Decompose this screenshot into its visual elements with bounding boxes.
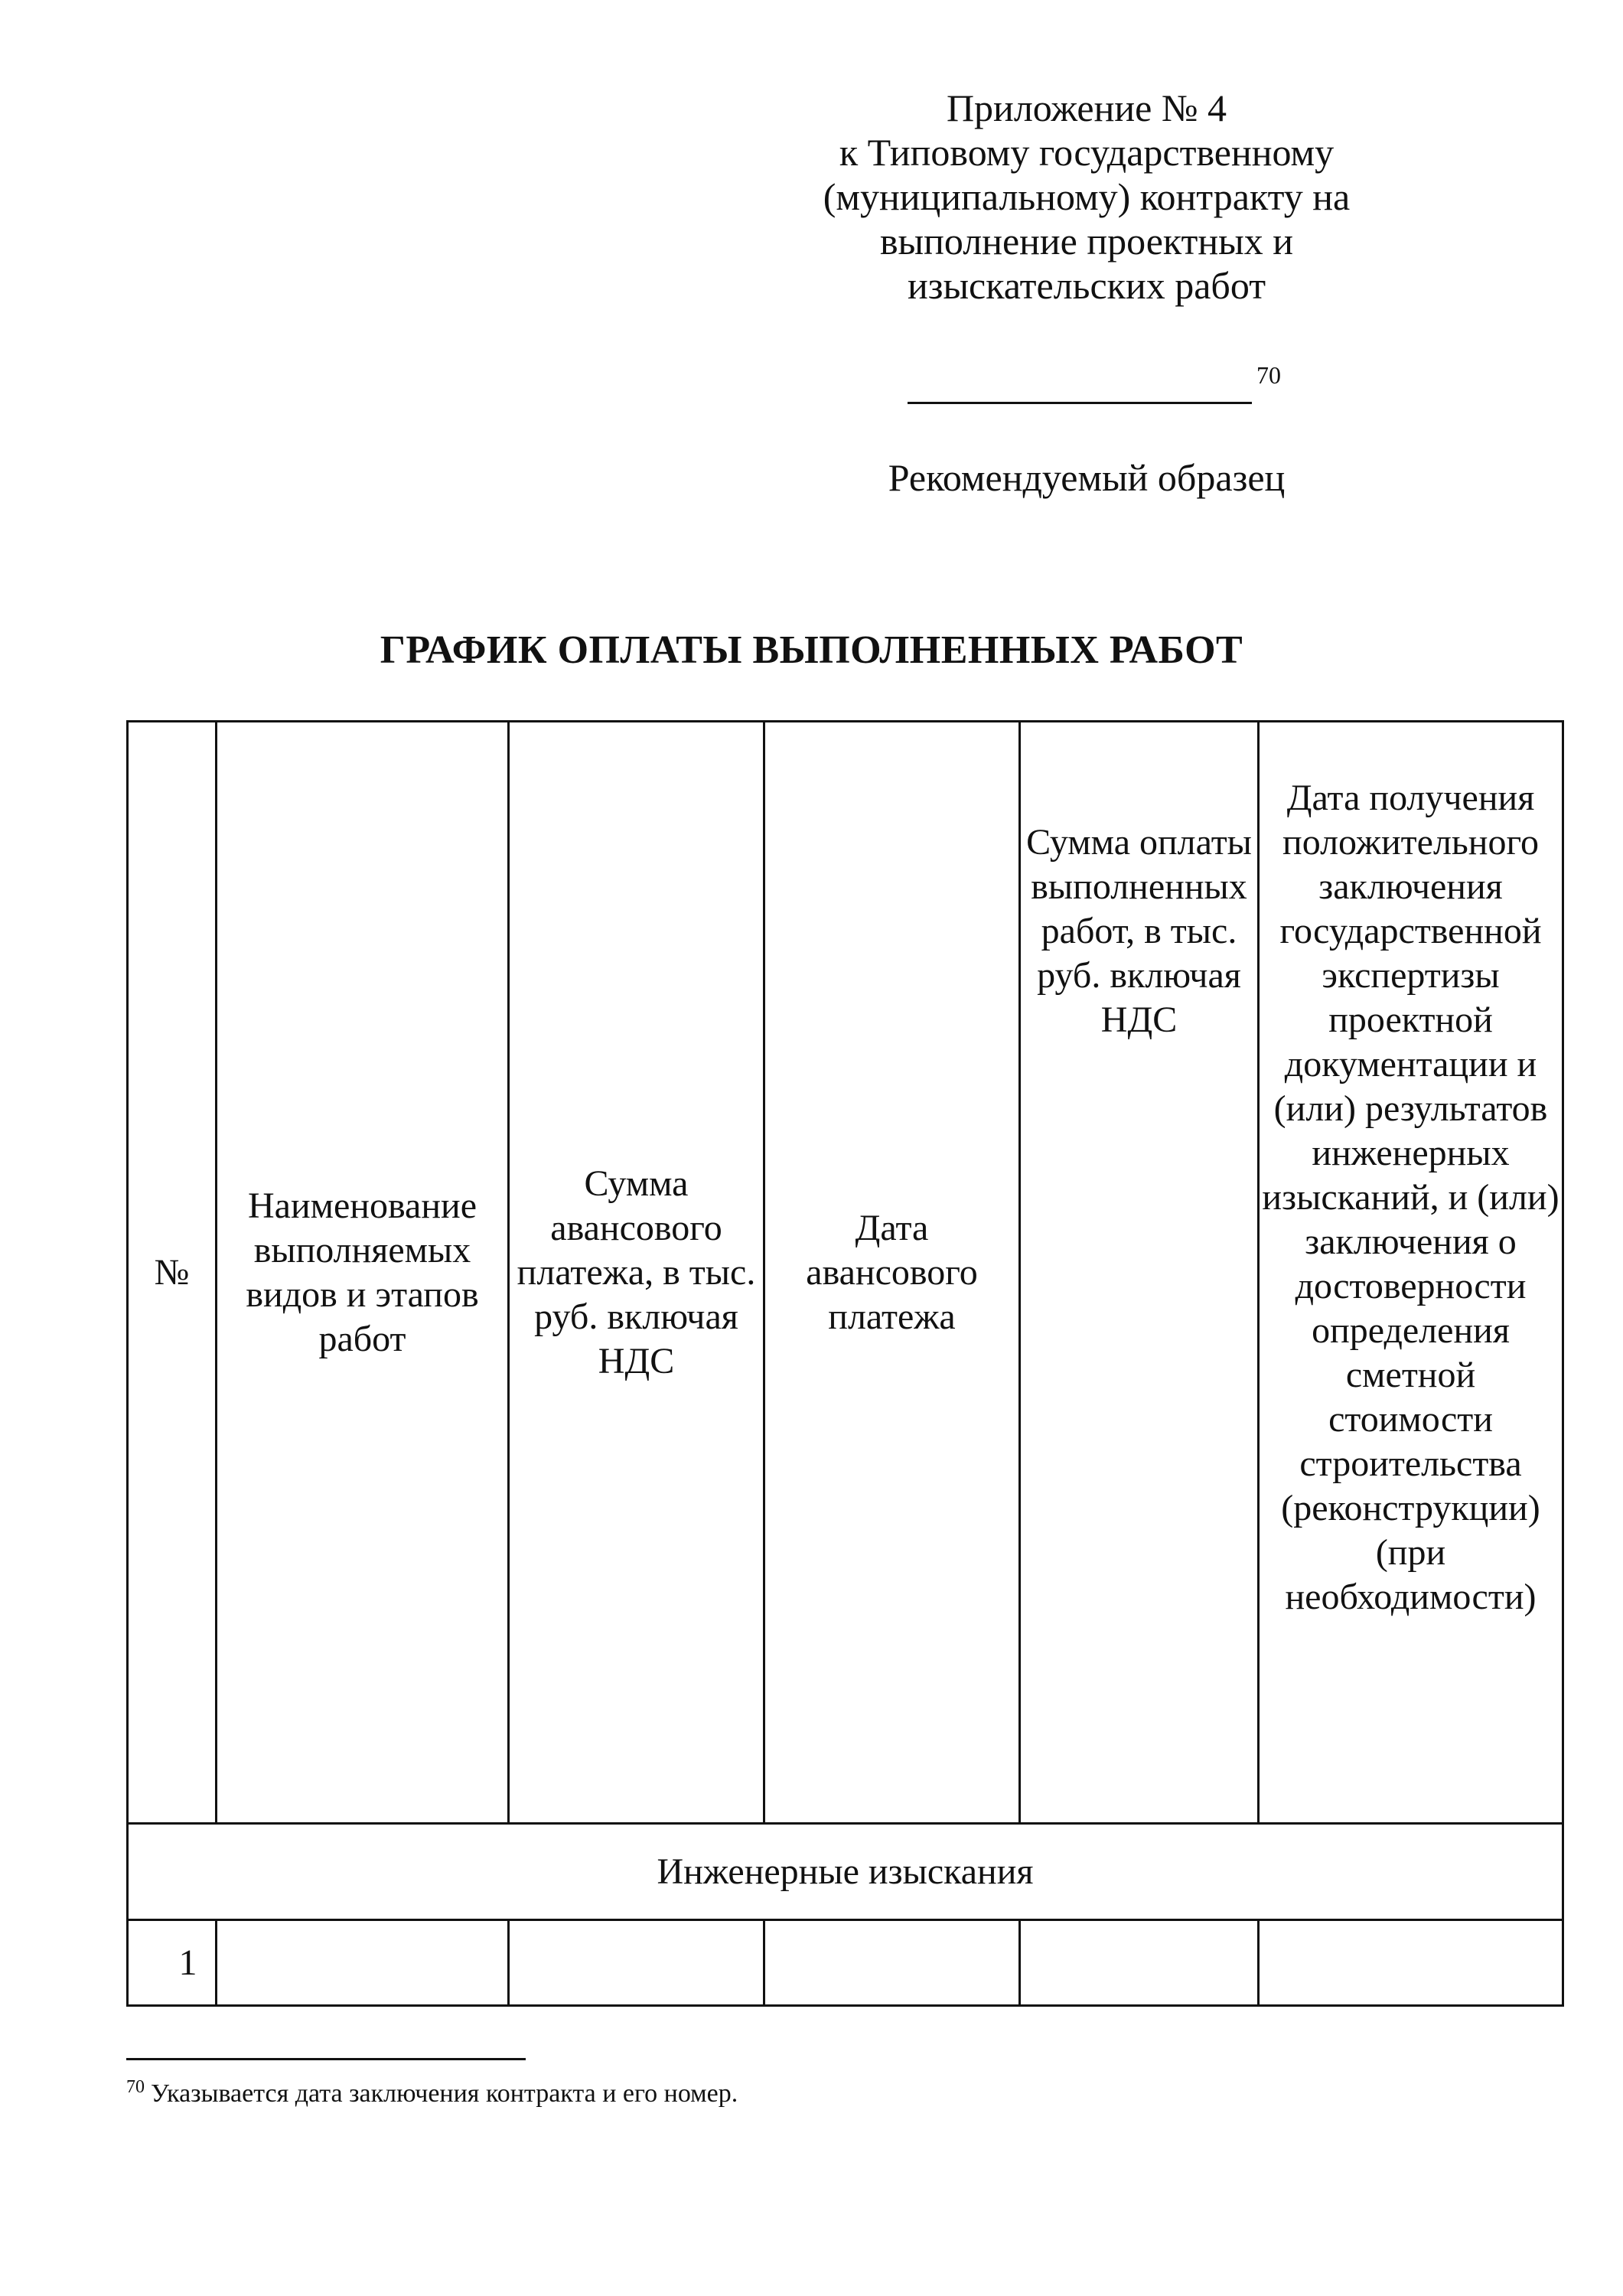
table-row bbox=[128, 1920, 1563, 2006]
cell-work-name bbox=[217, 1920, 509, 2006]
cell-number: 1 bbox=[128, 1920, 217, 2006]
annex-line: Приложение № 4 bbox=[946, 86, 1227, 129]
footnote-separator bbox=[126, 2058, 526, 2060]
table-section-row bbox=[128, 1824, 1563, 1920]
column-header-work-name: Наименование выполняемых видов и этапов работ bbox=[217, 722, 509, 1824]
cell-advance-sum bbox=[509, 1920, 764, 2006]
sample-label: Рекомендуемый образец bbox=[888, 456, 1286, 499]
footnote bbox=[126, 2070, 738, 2111]
table-header-row bbox=[128, 722, 1563, 1824]
annex-reference bbox=[765, 86, 1408, 308]
annex-line: (муниципальному) контракту на bbox=[823, 175, 1351, 218]
column-header-payment-sum: Сумма оплаты выполненных работ, в тыс. руб. включая НДС bbox=[1020, 722, 1259, 1824]
cell-payment-sum bbox=[1020, 1920, 1259, 2006]
document-title: ГРАФИК ОПЛАТЫ ВЫПОЛНЕННЫХ РАБОТ bbox=[380, 628, 1243, 672]
cell-advance-date bbox=[764, 1920, 1020, 2006]
payment-schedule-table bbox=[126, 720, 1564, 2007]
footnote-mark: 70 bbox=[126, 2077, 145, 2097]
section-title: Инженерные изыскания bbox=[128, 1824, 1563, 1920]
annex-line: к Типовому государственному bbox=[839, 131, 1335, 174]
footnote-text: Указывается дата заключения контракта и его номер. bbox=[151, 2079, 738, 2108]
blank-fill-line bbox=[908, 402, 1252, 404]
annex-line: изыскательских работ bbox=[907, 264, 1266, 307]
column-header-advance-date: Дата авансового платежа bbox=[764, 722, 1020, 1824]
cell-expertise-date bbox=[1259, 1920, 1563, 2006]
column-header-expertise-date: Дата получения положительного заключения государственной экспертизы проектной документации и (или) результатов инженерных изысканий, и (или) заключения о достоверности определения сметной стоимости строительства (реконструкции) (при необходимости) bbox=[1259, 722, 1563, 1824]
annex-line: выполнение проектных и bbox=[879, 220, 1294, 263]
footnote-reference-mark: 70 bbox=[1256, 361, 1281, 389]
column-header-number: № bbox=[128, 722, 217, 1824]
column-header-advance-sum: Сумма авансового платежа, в тыс. руб. включая НДС bbox=[509, 722, 764, 1824]
